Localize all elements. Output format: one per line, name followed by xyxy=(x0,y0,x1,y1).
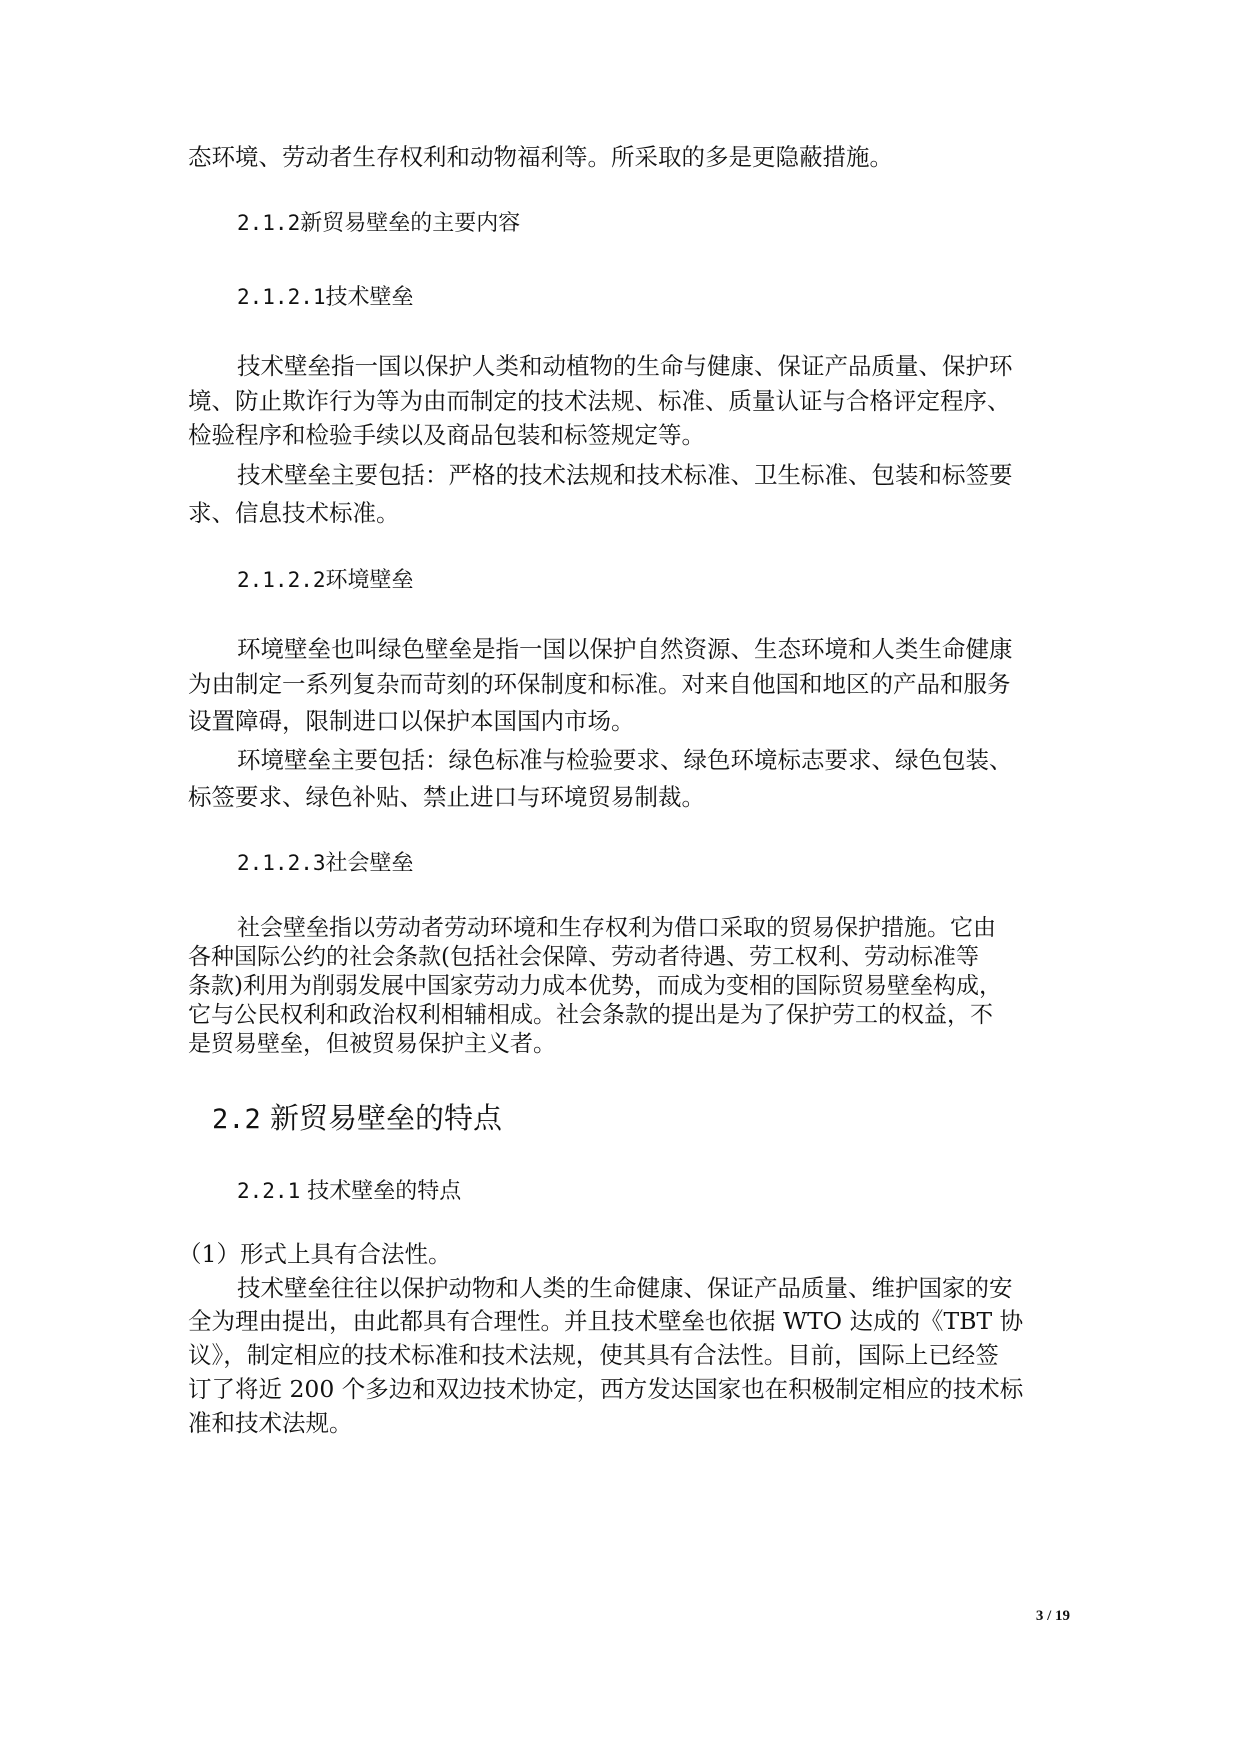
paragraph-line: 标签要求、绿色补贴、禁止进口与环境贸易制裁。 xyxy=(188,783,705,811)
paragraph-line: 社会壁垒指以劳动者劳动环境和生存权利为借口采取的贸易保护措施。它由 xyxy=(237,915,996,941)
heading-text: 新贸易壁垒的主要内容 xyxy=(300,211,521,236)
heading-text: 社会壁垒 xyxy=(325,851,414,876)
paragraph-line: 它与公民权利和政治权利相辅相成。社会条款的提出是为了保护劳工的权益，不 xyxy=(188,1002,993,1028)
heading-number: 2.1.2.1 xyxy=(237,285,326,309)
heading-number: 2.1.2.2 xyxy=(237,568,326,592)
paragraph-line: 境、防止欺诈行为等为由而制定的技术法规、标准、质量认证与合格评定程序、 xyxy=(188,387,1011,415)
page-number: 3 / 19 xyxy=(1035,1608,1070,1624)
paragraph-line: 准和技术法规。 xyxy=(188,1409,353,1437)
paragraph-line: 各种国际公约的社会条款(包括社会保障、劳动者待遇、劳工权利、劳动标准等 xyxy=(188,944,979,970)
heading-text: 技术壁垒 xyxy=(325,285,414,310)
section-heading-2-1-2-2 xyxy=(237,563,414,598)
paragraph-line: 检验程序和检验手续以及商品包装和标签规定等。 xyxy=(188,421,705,449)
paragraph-line: 技术壁垒主要包括：严格的技术法规和技术标准、卫生标准、包装和标签要 xyxy=(237,461,1013,489)
heading-number: 2.2.1 xyxy=(237,1179,301,1203)
heading-number: 2.1.2 xyxy=(237,211,301,235)
section-heading-2-2 xyxy=(212,1098,502,1140)
paragraph-line: 求、信息技术标准。 xyxy=(188,499,400,527)
paragraph-line: 为由制定一系列复杂而苛刻的环保制度和标准。对来自他国和地区的产品和服务 xyxy=(188,670,1011,698)
heading-text: 环境壁垒 xyxy=(325,568,414,593)
section-heading-2-1-2-3 xyxy=(237,846,414,881)
paragraph-line: 技术壁垒往往以保护动物和人类的生命健康、保证产品质量、维护国家的安 xyxy=(237,1274,1013,1302)
paragraph-line: 环境壁垒也叫绿色壁垒是指一国以保护自然资源、生态环境和人类生命健康 xyxy=(237,635,1013,663)
paragraph-line: 态环境、劳动者生存权利和动物福利等。所采取的多是更隐蔽措施。 xyxy=(188,143,893,171)
paragraph-line: 环境壁垒主要包括：绿色标准与检验要求、绿色环境标志要求、绿色包装、 xyxy=(237,746,1013,774)
paragraph-line: 设置障碍，限制进口以保护本国国内市场。 xyxy=(188,707,635,735)
paragraph-line: 订了将近 200 个多边和双边技术协定，西方发达国家也在积极制定相应的技术标 xyxy=(188,1375,1024,1403)
list-item: （1）形式上具有合法性。 xyxy=(178,1240,452,1268)
heading-text: 新贸易壁垒的特点 xyxy=(270,1101,503,1135)
heading-number: 2.2 xyxy=(212,1104,261,1135)
paragraph-line: 是贸易壁垒，但被贸易保护主义者。 xyxy=(188,1031,556,1057)
section-heading-2-1-2 xyxy=(237,206,520,241)
paragraph-line: 技术壁垒指一国以保护人类和动植物的生命与健康、保证产品质量、保护环 xyxy=(237,352,1013,380)
heading-number: 2.1.2.3 xyxy=(237,851,326,875)
section-heading-2-1-2-1 xyxy=(237,280,414,315)
paragraph-line: 全为理由提出，由此都具有合理性。并且技术壁垒也依据 WTO 达成的《TBT 协 xyxy=(188,1307,1024,1335)
paragraph-line: 条款)利用为削弱发展中国家劳动力成本优势，而成为变相的国际贸易壁垒构成， xyxy=(188,973,1002,999)
section-heading-2-2-1 xyxy=(237,1174,461,1209)
paragraph-line: 议》，制定相应的技术标准和技术法规，使其具有合法性。目前，国际上已经签 xyxy=(188,1341,999,1369)
heading-text: 技术壁垒的特点 xyxy=(307,1179,462,1204)
